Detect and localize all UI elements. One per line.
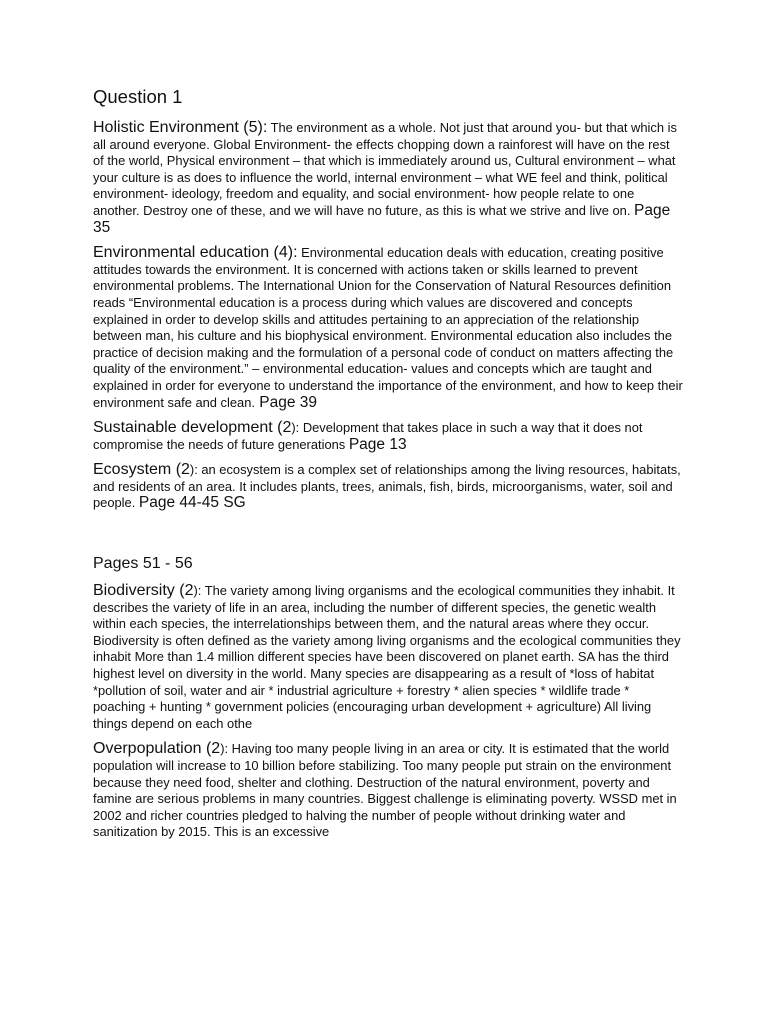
term-label: Holistic Environment (5): xyxy=(93,119,268,136)
definition-text: ): Having too many people living in an area or city. It is estimated that the world population will increase to 10 billion before stabilizing. Too many people put strain on the environment because they need food, shelter and clothing. Destruction of the natural environment, poverty and famine are serious problems in many countries. Biggest challenge is eliminating poverty. WSSD met in 2002 and richer countries pledged to halving the number of people without drinking water and sanitization by 2015. This is an excessive xyxy=(93,741,677,840)
section-biodiversity xyxy=(93,583,683,732)
page-reference: Page 44-45 SG xyxy=(138,494,246,512)
document-page xyxy=(93,84,683,850)
page-reference: Page 35 xyxy=(93,201,671,236)
section-environmental-education xyxy=(93,245,683,411)
definition-text: Environmental education deals with education, creating positive attitudes towards the environment. It is concerned with actions taken or skills learned to prevent environmental problems. The International Union for the Conservation of Natural Resources definition reads “Environmental education is a process during which values are discovered and concepts explained in order to develop skills and attitudes pertaining to an appreciation of the relationship between man, his culture and his biophysical environment. Environmental education also includes the practice of decision making and the formulation of a personal code of conduct on matters affecting the quality of the environment.” – environmental education- values and concepts which are taught and explained in order for everyone to understand the importance of the environment, and how to keep their environment safe and clean. xyxy=(93,245,683,410)
term-label: Ecosystem (2 xyxy=(93,461,190,479)
definition-text: ): Development that takes place in such a way that it does not compromise the needs of future generations xyxy=(93,420,643,452)
section-gap xyxy=(93,521,683,551)
section-ecosystem xyxy=(93,462,683,512)
page-reference: Page 39 xyxy=(254,393,318,411)
term-label: Environmental education (4): xyxy=(93,244,298,262)
definition-text: ): The variety among living organisms and the ecological communities they inhabit. It describes the variety of life in an area, including the number of different species, the genetic wealth within each species, the interrelationships between them, and the natural areas where they occur. Biodiversity is often defined as the variety among living organisms and the ecological communities they inhabit More than 1.4 million different species have been discovered on planet earth. SA has the third highest level on diversity in the world. Many species are disappearing as a result of *loss of habitat *pollution of soil, water and air * industrial agriculture + forestry * alien species * wildlife trade * poaching + hunting * government policies (encouraging urban development + agriculture) All living things depend on each othe xyxy=(93,583,681,731)
definition-text: The environment as a whole. Not just that around you- but that which is all around everyone. Global Environment- the effects chopping down a rainforest will have on the rest of the world, Physical environment – that which is immediately around us, Cultural environment – what your culture is as does to influence the world, internal environment – what WE feel and think, political environment- ideology, freedom and equality, and social environment- how people relate to one another. Destroy one of these, and we will have no future, as this is what we strive and live on. xyxy=(93,120,677,218)
page-reference: Page 13 xyxy=(348,435,407,453)
definition-text: ): an ecosystem is a complex set of relationships among the living resources, habitats, and residents of an area. It includes plants, trees, animals, fish, birds, microorganisms, water, soil and people. xyxy=(93,462,681,511)
term-label: Sustainable development (2 xyxy=(93,419,292,437)
section-holistic-environment xyxy=(93,120,683,236)
section-sustainable-development xyxy=(93,420,683,453)
pages-title: Pages 51 - 56 xyxy=(93,555,193,573)
term-label: Biodiversity (2 xyxy=(93,582,194,600)
term-label: Overpopulation (2 xyxy=(93,740,221,758)
question-title: Question 1 xyxy=(93,86,183,107)
section-overpopulation xyxy=(93,741,683,841)
